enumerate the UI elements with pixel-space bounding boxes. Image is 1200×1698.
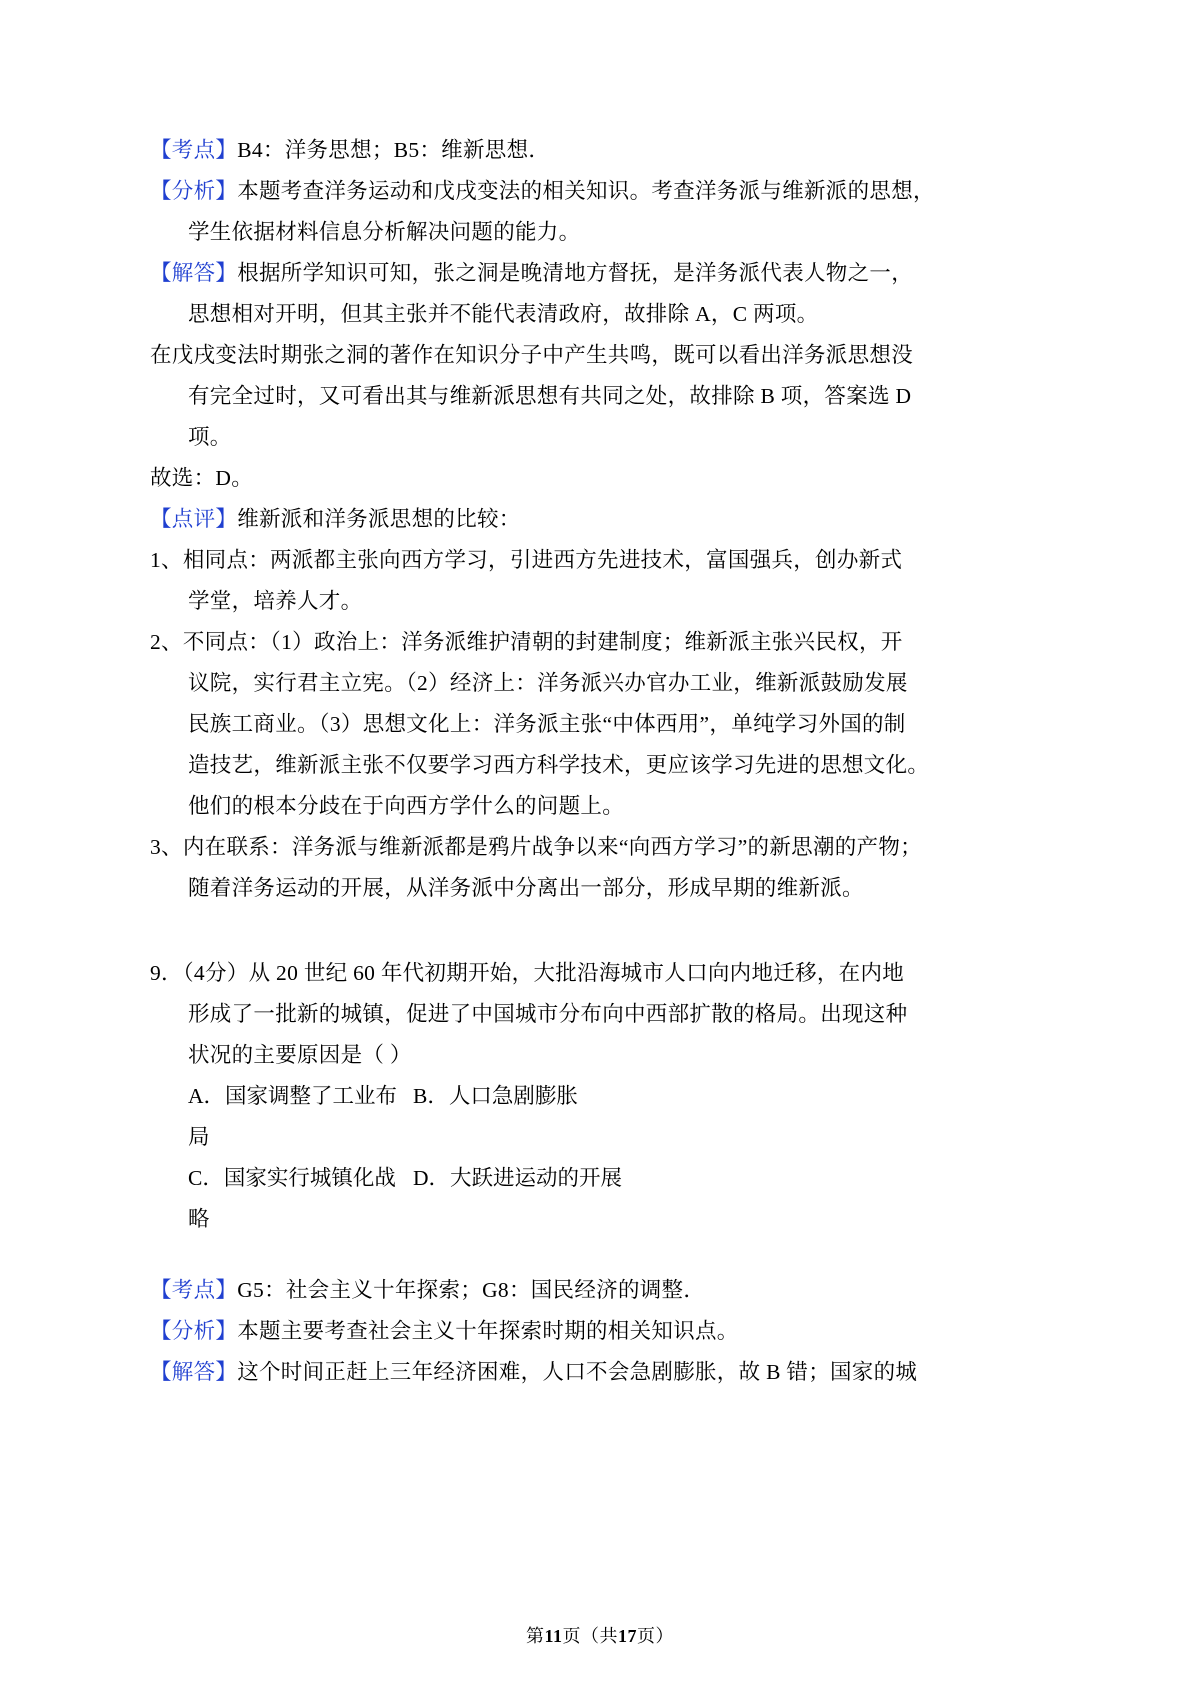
point-2-line-5: [150, 786, 1050, 827]
footer-page-number: 11: [544, 1626, 563, 1646]
point-3-number: 3、: [150, 835, 183, 859]
question-9-option-d[interactable]: D．大跃进运动的开展: [413, 1166, 623, 1190]
question-9-options-row-1: [150, 1076, 1050, 1158]
question-9-option-c[interactable]: C．国家实行城镇化战略: [188, 1166, 396, 1231]
point-2-line-2: [150, 663, 1050, 704]
fenxi-line-2: [150, 212, 1050, 253]
jieda-text-2: 思想相对开明，但其主张并不能代表清政府，故排除 A，C 两项。: [188, 302, 819, 326]
jieda-line-2: [150, 294, 1050, 335]
point-3-text-2: 随着洋务运动的开展，从洋务派中分离出一部分，形成早期的维新派。: [188, 876, 864, 900]
question-9-stem-line-1: [150, 953, 1050, 994]
point-1-line-2: [150, 581, 1050, 622]
question-9-stem-2: 形成了一批新的城镇，促进了中国城市分布向中西部扩散的格局。出现这种: [188, 1002, 908, 1026]
jieda-text-5: 项。: [188, 425, 232, 449]
fenxi-label: 【分析】: [150, 179, 238, 203]
footer-mid: 页（共: [562, 1626, 618, 1646]
answer-text: 故选：D。: [150, 466, 254, 490]
footer-total-pages: 17: [618, 1626, 637, 1646]
jieda-text-6: 这个时间正赶上三年经济困难，人口不会急剧膨胀，故 B 错；国家的城: [237, 1360, 918, 1384]
point-2-text-1: 不同点：（1）政治上：洋务派维护清朝的封建制度；维新派主张兴民权，开: [182, 630, 903, 654]
point-2-text-2: 议院，实行君主立宪。（2）经济上：洋务派兴办官办工业，维新派鼓励发展: [188, 671, 908, 695]
jieda-line-1: [150, 253, 1050, 294]
dianping-line: [150, 499, 1050, 540]
question-9-options-row-2: [150, 1158, 1050, 1240]
jieda-text-3: 在戊戌变法时期张之洞的著作在知识分子中产生共鸣，既可以看出洋务派思想没: [150, 343, 914, 367]
question-9-option-b[interactable]: B．人口急剧膨胀: [413, 1084, 578, 1108]
dianping-label: 【点评】: [150, 507, 238, 531]
fenxi-text-2: 学生依据材料信息分析解决问题的能力。: [188, 220, 581, 244]
fenxi-label-2: 【分析】: [150, 1319, 238, 1343]
question-9-stem-line-2: [150, 994, 1050, 1035]
point-1-text-1: 相同点：两派都主张向西方学习，引进西方先进技术，富国强兵，创办新式: [182, 548, 903, 572]
kaodian-text: B4：洋务思想；B5：维新思想．: [237, 138, 551, 162]
point-2-line-4: [150, 745, 1050, 786]
question-spacer: [150, 1240, 1050, 1270]
footer-prefix: 第: [525, 1626, 545, 1646]
jieda-line-5: [150, 417, 1050, 458]
kaodian-label-2: 【考点】: [150, 1278, 238, 1302]
point-1-text-2: 学堂，培养人才。: [188, 589, 363, 613]
page-footer: [0, 1622, 1200, 1648]
question-9-stem-line-3: [150, 1035, 1050, 1076]
jieda-text-1: 根据所学知识可知，张之洞是晚清地方督抚，是洋务派代表人物之一，: [237, 261, 914, 285]
jieda-label: 【解答】: [150, 261, 238, 285]
question-9-stem-3: 状况的主要原因是（ ）: [188, 1043, 412, 1067]
jieda-line-6: [150, 1352, 1050, 1393]
footer-suffix: 页）: [637, 1626, 674, 1646]
kaodian-label: 【考点】: [150, 138, 238, 162]
point-2-text-4: 造技艺，维新派主张不仅要学习西方科学技术，更应该学习先进的思想文化。: [188, 753, 930, 777]
fenxi-text-3: 本题主要考查社会主义十年探索时期的相关知识点。: [237, 1319, 739, 1343]
point-2-number: 2、: [150, 630, 183, 654]
question-9-number: 9．: [150, 961, 183, 985]
point-2-line-1: [150, 622, 1050, 663]
jieda-label-2: 【解答】: [150, 1360, 238, 1384]
question-9-score: （4分）: [182, 961, 249, 985]
page-content: [150, 130, 1050, 1393]
jieda-text-4: 有完全过时，又可看出其与维新派思想有共同之处，故排除 B 项，答案选 D: [188, 384, 912, 408]
jieda-line-4: [150, 376, 1050, 417]
kaodian-line: [150, 130, 1050, 171]
fenxi-line-1: [150, 171, 1050, 212]
kaodian-text-2: G5：社会主义十年探索；G8：国民经济的调整．: [237, 1278, 706, 1302]
point-3-line-1: [150, 827, 1050, 868]
question-9-stem-1: 从 20 世纪 60 年代初期开始，大批沿海城市人口向内地迁移，在内地: [248, 961, 905, 985]
kaodian-line-2: [150, 1270, 1050, 1311]
section-spacer: [150, 909, 1050, 953]
fenxi-text-1: 本题考查洋务运动和戊戌变法的相关知识。考查洋务派与维新派的思想，: [237, 179, 935, 203]
question-9-option-a[interactable]: A．国家调整了工业布局: [188, 1084, 398, 1149]
point-3-text-1: 内在联系：洋务派与维新派都是鸦片战争以来“向西方学习”的新思潮的产物；: [182, 835, 922, 859]
point-3-line-2: [150, 868, 1050, 909]
answer-line: [150, 458, 1050, 499]
point-2-text-3: 民族工商业。（3）思想文化上：洋务派主张“中体西用”，单纯学习外国的制: [188, 712, 906, 736]
point-1-number: 1、: [150, 548, 183, 572]
fenxi-line-3: [150, 1311, 1050, 1352]
jieda-line-3: [150, 335, 1050, 376]
point-2-line-3: [150, 704, 1050, 745]
point-2-text-5: 他们的根本分歧在于向西方学什么的问题上。: [188, 794, 625, 818]
point-1-line-1: [150, 540, 1050, 581]
dianping-text: 维新派和洋务派思想的比较：: [237, 507, 521, 531]
